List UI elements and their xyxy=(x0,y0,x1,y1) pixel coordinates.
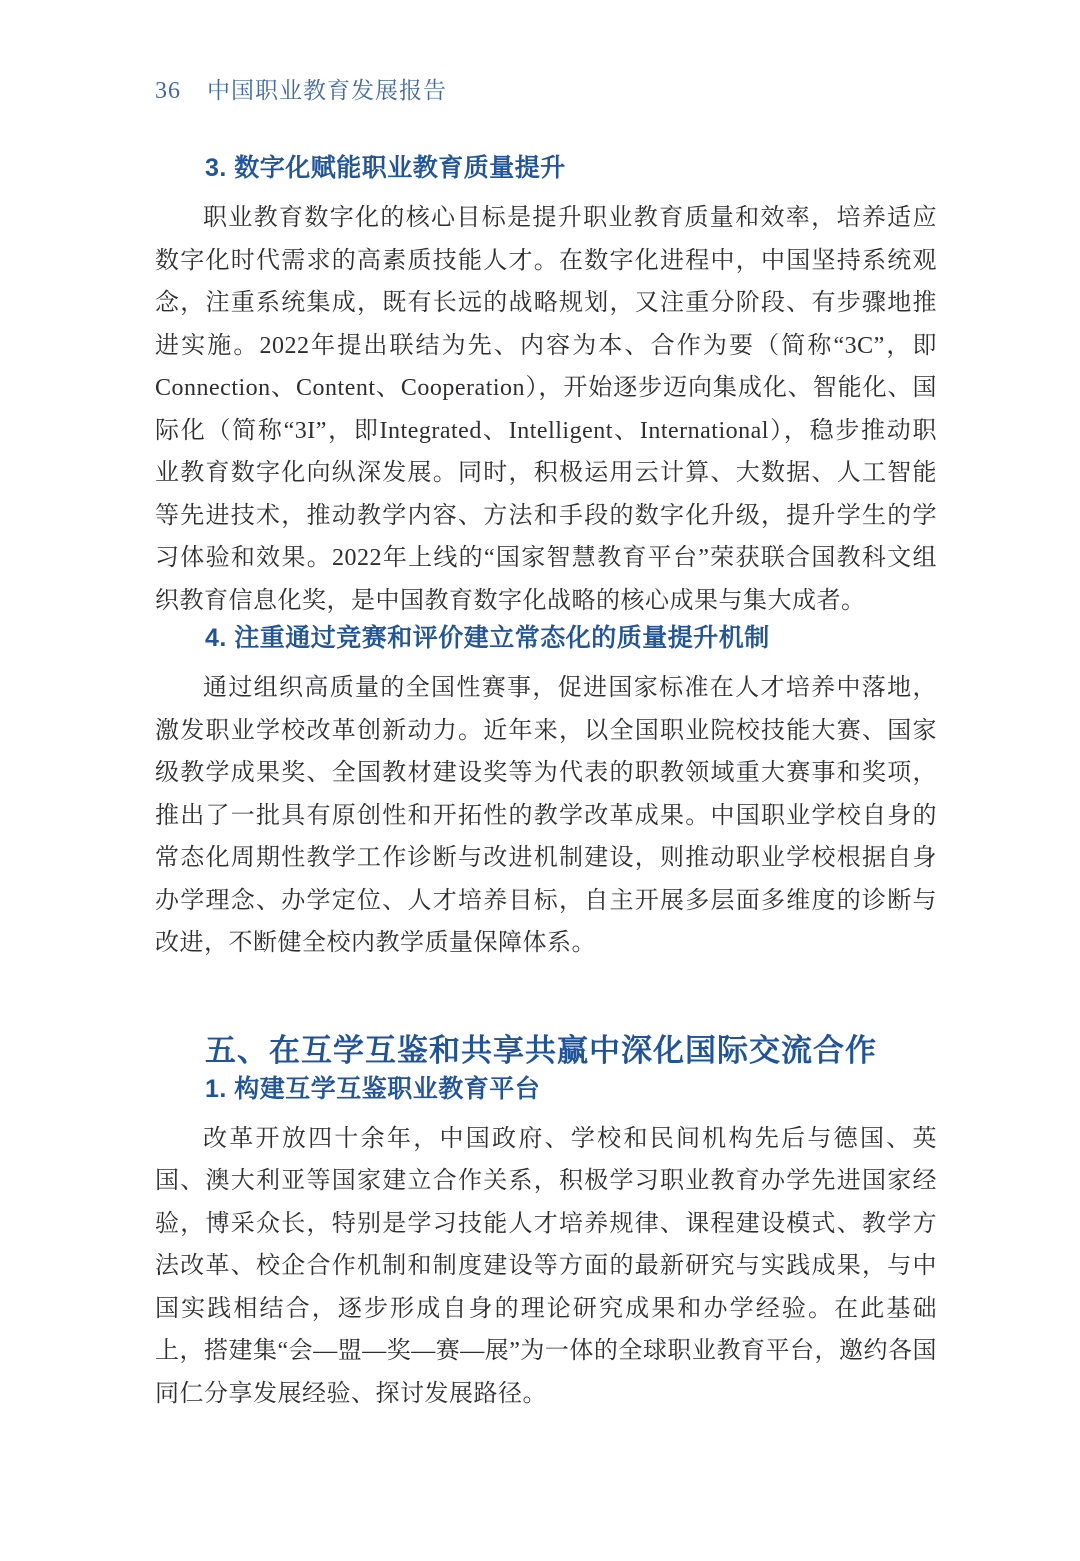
heading-section-3: 3. 数字化赋能职业教育质量提升 xyxy=(205,154,566,182)
heading-section-4: 4. 注重通过竞赛和评价建立常态化的质量提升机制 xyxy=(205,624,770,652)
heading-chapter-5: 五、在互学互鉴和共享共赢中深化国际交流合作 xyxy=(205,1032,877,1068)
page-number: 36 xyxy=(155,78,181,104)
paragraph-section-3: 职业教育数字化的核心目标是提升职业教育质量和效率，培养适应数字化时代需求的高素质技能人才。在数字化进程中，中国坚持系统观念，注重系统集成，既有长远的战略规划，又注重分阶段、有步骤地推进实施。2022年提出联结为先、内容为本、合作为要（简称“3C”，即Connection、Content、Cooperation），开始逐步迈向集成化、智能化、国际化（简称“3I”，即Integrated、Intelligent、International），稳步推动职业教育数字化向纵深发展。同时，积极运用云计算、大数据、人工智能等先进技术，推动教学内容、方法和手段的数字化升级，提升学生的学习体验和效果。2022年上线的“国家智慧教育平台”荣获联合国教科文组织教育信息化奖，是中国教育数字化战略的核心成果与集大成者。 xyxy=(155,205,937,614)
paragraph-section-5-1: 改革开放四十余年，中国政府、学校和民间机构先后与德国、英国、澳大利亚等国家建立合作关系，积极学习职业教育办学先进国家经验，博采众长，特别是学习技能人才培养规律、课程建设模式、教学方法改革、校企合作机制和制度建设等方面的最新研究与实践成果，与中国实践相结合，逐步形成自身的理论研究成果和办学经验。在此基础上，搭建集“会—盟—奖—赛—展”为一体的全球职业教育平台，邀约各国同仁分享发展经验、探讨发展路径。 xyxy=(155,1125,937,1407)
page-content xyxy=(155,152,937,1415)
paragraph-section-4: 通过组织高质量的全国性赛事，促进国家标准在人才培养中落地，激发职业学校改革创新动力。近年来，以全国职业院校技能大赛、国家级教学成果奖、全国教材建设奖等为代表的职教领域重大赛事和奖项，推出了一批具有原创性和开拓性的教学改革成果。中国职业学校自身的常态化周期性教学工作诊断与改进机制建设，则推动职业学校根据自身办学理念、办学定位、人才培养目标，自主开展多层面多维度的诊断与改进，不断健全校内教学质量保障体系。 xyxy=(155,675,937,956)
heading-section-5-1: 1. 构建互学互鉴职业教育平台 xyxy=(205,1074,541,1103)
running-header-title: 中国职业教育发展报告 xyxy=(207,78,447,103)
running-header xyxy=(155,72,447,105)
